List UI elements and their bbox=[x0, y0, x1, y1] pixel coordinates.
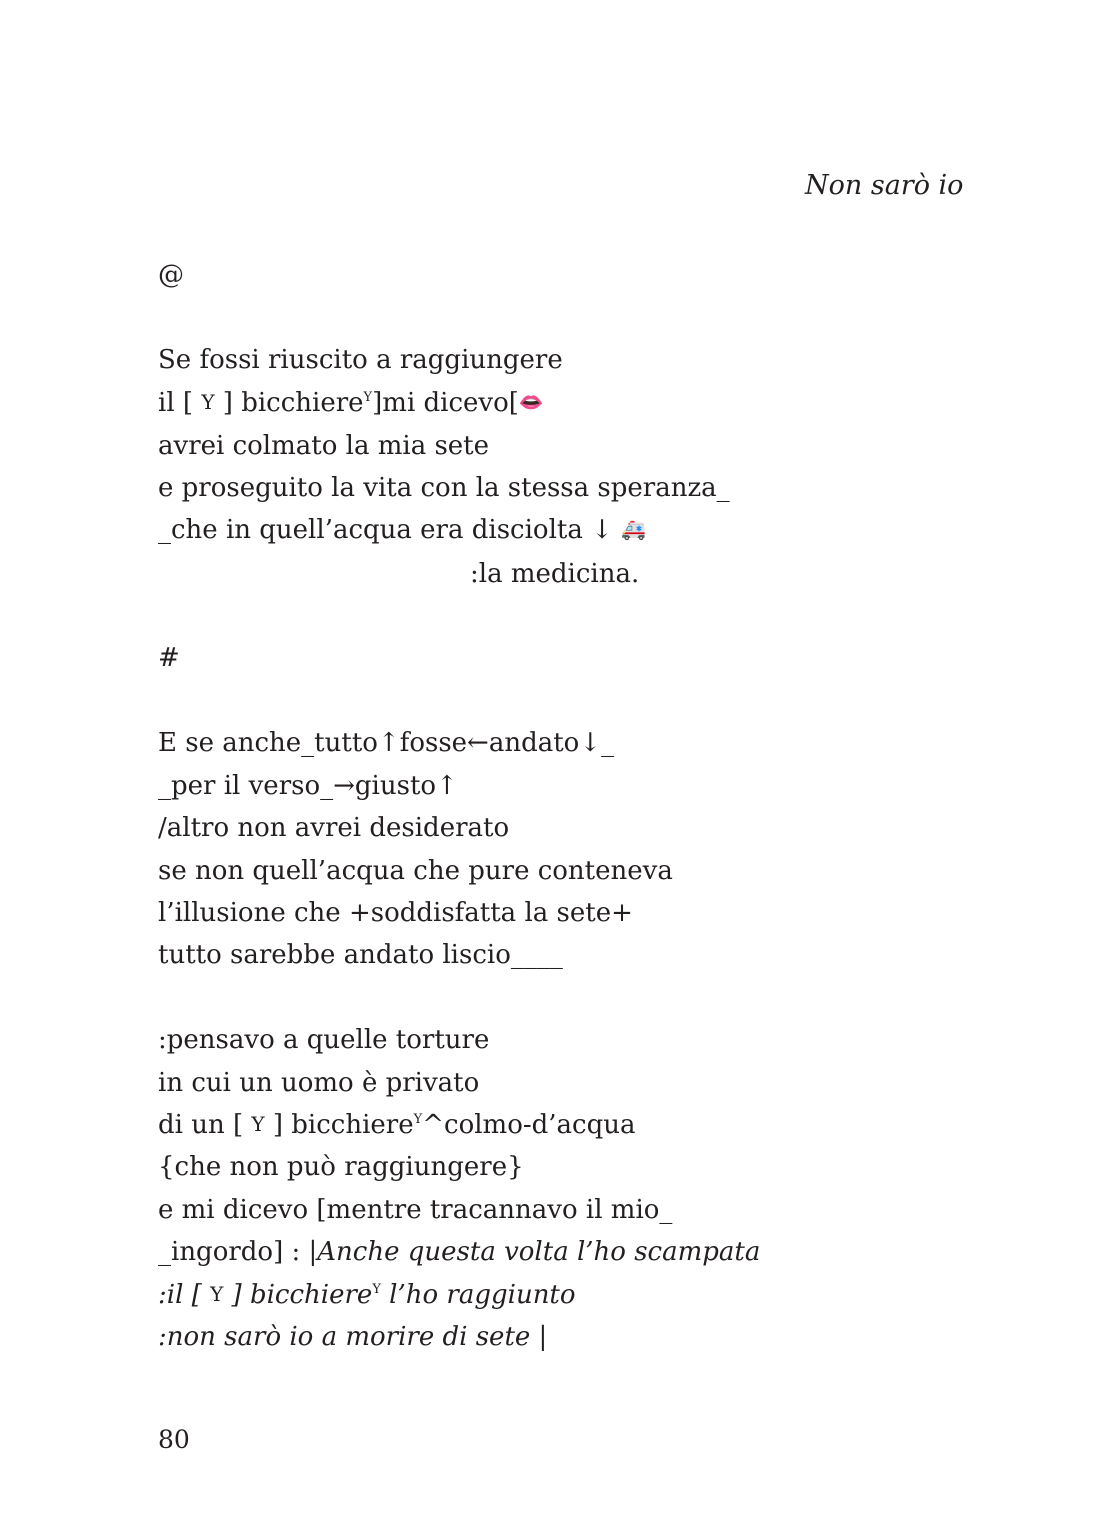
poem-line: se non quell’acqua che pure conteneva bbox=[158, 856, 673, 886]
text-fragment: ] bicchiere bbox=[223, 1280, 373, 1310]
cocktail-glass-small-icon: Y bbox=[363, 390, 373, 405]
text-fragment: :il [ bbox=[158, 1280, 211, 1310]
text-fragment: ^colmo-d’acqua bbox=[422, 1110, 636, 1140]
text-fragment: ]mi dicevo[ bbox=[372, 388, 519, 418]
poem-line bbox=[158, 1282, 576, 1308]
cocktail-glass-icon: Y bbox=[201, 390, 215, 414]
poem-line bbox=[158, 517, 646, 543]
section-marker-at: @ bbox=[158, 260, 184, 290]
cocktail-glass-icon: Y bbox=[210, 1282, 224, 1306]
text-fragment: ] bicchiere bbox=[264, 1110, 414, 1140]
text-fragment: ] bicchiere bbox=[214, 388, 364, 418]
poem-line: :la medicina. bbox=[470, 559, 640, 589]
lips-icon: 👄 bbox=[518, 390, 544, 414]
poem-line: :non sarò io a morire di sete | bbox=[158, 1322, 548, 1352]
poem-line: l’illusione che +soddisfatta la sete+ bbox=[158, 898, 633, 928]
poem-line bbox=[158, 1239, 760, 1265]
poem-line: avrei colmato la mia sete bbox=[158, 431, 490, 461]
poem-line: e mi dicevo [mentre tracannavo il mio_ bbox=[158, 1195, 673, 1225]
ambulance-icon: 🚑 bbox=[621, 517, 647, 541]
cocktail-glass-icon: Y bbox=[251, 1112, 265, 1136]
poem-line: :pensavo a quelle torture bbox=[158, 1025, 490, 1055]
poem-line: {che non può raggiungere} bbox=[158, 1152, 524, 1182]
italic-quote: Anche questa volta l’ho scampata bbox=[317, 1237, 761, 1267]
poem-line bbox=[158, 1112, 636, 1138]
text-fragment: _che in quell’acqua era disciolta ↓ bbox=[158, 515, 622, 545]
page-number: 80 bbox=[158, 1425, 190, 1454]
poem-line bbox=[158, 390, 544, 416]
poem-line: E se anche_tutto↑fosse←andato↓_ bbox=[158, 728, 615, 758]
poem-line: /altro non avrei desiderato bbox=[158, 813, 510, 843]
poem-line: e proseguito la vita con la stessa speranza_ bbox=[158, 473, 730, 503]
running-header-title: Non sarò io bbox=[805, 170, 964, 201]
section-marker-hash: # bbox=[158, 643, 180, 673]
poem-line: _per il verso_→giusto↑ bbox=[158, 771, 458, 801]
text-fragment: l’ho raggiunto bbox=[380, 1280, 576, 1310]
poem-line: in cui un uomo è privato bbox=[158, 1068, 480, 1098]
cocktail-glass-small-icon: Y bbox=[413, 1112, 423, 1127]
poem-line: Se fossi riuscito a raggiungere bbox=[158, 345, 563, 375]
poem-line: tutto sarebbe andato liscio____ bbox=[158, 940, 563, 970]
text-fragment: _ingordo] : | bbox=[158, 1237, 318, 1267]
cocktail-glass-small-icon: Y bbox=[372, 1282, 381, 1297]
text-fragment: di un [ bbox=[158, 1110, 252, 1140]
text-fragment: il [ bbox=[158, 388, 202, 418]
